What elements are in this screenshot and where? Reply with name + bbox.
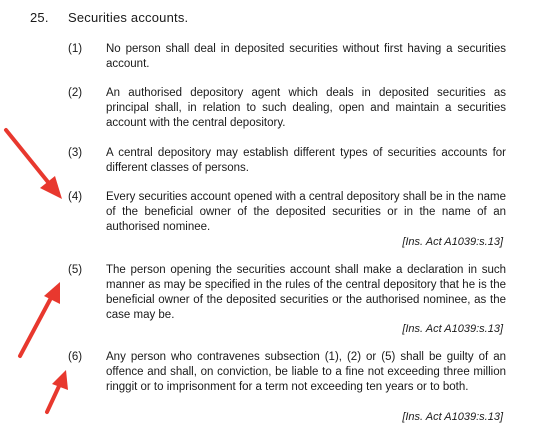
amendment-note: [Ins. Act A1039:s.13] [402, 411, 503, 423]
subsection-number: (6) [68, 351, 83, 363]
arrow-pointing-to-5 [20, 282, 60, 356]
subsection-number: (5) [68, 264, 83, 276]
subsection-number: (4) [68, 191, 83, 203]
subsection-text: Every securities account opened with a central depository shall be in the name of the beneficial owner of the deposited securities or in the name of an authorised nominee. [106, 191, 506, 233]
subsection-number: (2) [68, 87, 83, 99]
subsection-text: A central depository may establish different types of securities accounts for different classes of persons. [106, 147, 506, 174]
subsection-number: (1) [68, 43, 83, 55]
amendment-note: [Ins. Act A1039:s.13] [402, 236, 503, 248]
section-number: 25. [30, 10, 49, 25]
arrow-pointing-to-4 [6, 130, 62, 199]
subsection-text: Any person who contravenes subsection (1), (2) or (5) shall be guilty of an offence and shall, on conviction, be liable to a fine not exceeding three million ringgit or to imprisonment for a term not exceeding ten years or to both. [106, 351, 506, 393]
amendment-note: [Ins. Act A1039:s.13] [402, 323, 503, 335]
arrow-pointing-to-6 [47, 370, 68, 412]
section-title: Securities accounts. [68, 10, 189, 25]
subsection-text: The person opening the securities account shall make a declaration in such manner as may be specified in the rules of the central depository that he is the beneficial owner of the deposited securities or the authorised nominee, as the case may be. [106, 264, 506, 321]
subsection-number: (3) [68, 147, 83, 159]
subsection-text: An authorised depository agent which deals in deposited securities as principal shall, in relation to such dealing, open and maintain a securities account with the central depository. [106, 87, 506, 129]
subsection-text: No person shall deal in deposited securities without first having a securities account. [106, 43, 506, 70]
